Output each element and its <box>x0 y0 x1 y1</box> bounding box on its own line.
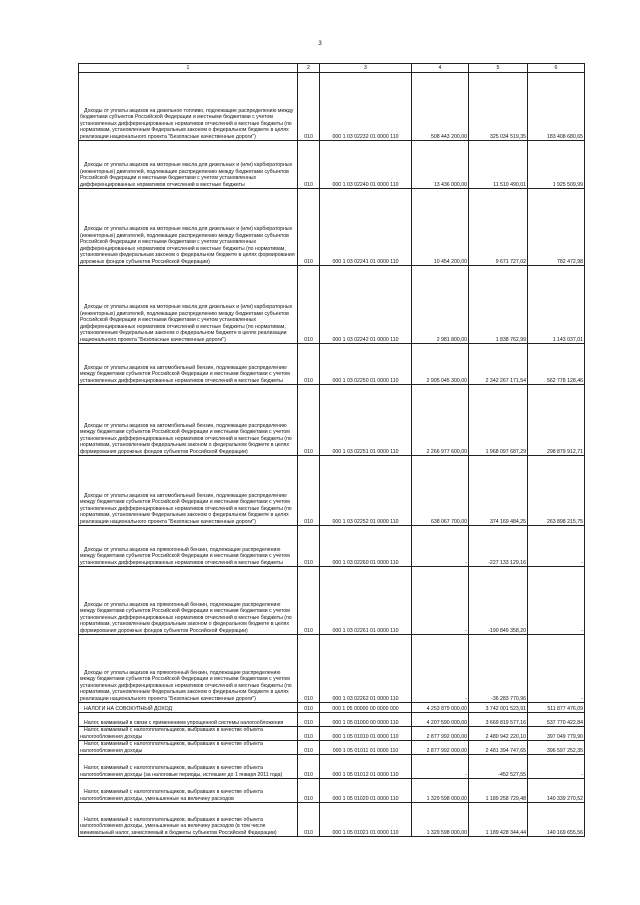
row-fact-value: 2 480 942 220,10 <box>469 727 528 741</box>
row-kbk: 000 1 03 02240 01 0000 110 <box>320 141 412 189</box>
row-plan-value: - <box>412 755 469 779</box>
row-kbk: 000 1 05 01020 01 0000 110 <box>320 779 412 803</box>
table-row <box>79 567 585 635</box>
row-code: 010 <box>298 73 320 141</box>
row-code: 010 <box>298 779 320 803</box>
row-rest-value: - <box>528 567 585 635</box>
row-name: НАЛОГИ НА СОВОКУПНЫЙ ДОХОД <box>79 703 298 713</box>
row-kbk: 000 1 05 01000 00 0000 110 <box>320 713 412 727</box>
row-rest-value: - <box>528 635 585 703</box>
row-plan-value: 508 443 200,00 <box>412 73 469 141</box>
row-fact-value: 3 669 819 577,16 <box>469 713 528 727</box>
row-kbk: 000 1 03 02242 01 0000 110 <box>320 266 412 344</box>
column-number: 2 <box>298 64 320 73</box>
row-rest-value: 1 143 037,01 <box>528 266 585 344</box>
row-rest-value: 562 778 128,46 <box>528 344 585 385</box>
row-kbk: 000 1 03 02241 01 0000 110 <box>320 189 412 266</box>
row-fact-value: 1 189 258 729,48 <box>469 779 528 803</box>
row-plan-value: 1 329 598 000,00 <box>412 779 469 803</box>
table-row <box>79 741 585 755</box>
row-rest-value: 183 408 680,65 <box>528 73 585 141</box>
row-code: 010 <box>298 567 320 635</box>
row-plan-value: 4 253 879 000,00 <box>412 703 469 713</box>
row-plan-value: - <box>412 526 469 567</box>
row-code: 010 <box>298 266 320 344</box>
row-rest-value: 782 472,98 <box>528 189 585 266</box>
row-fact-value: 1 968 097 687,29 <box>469 385 528 456</box>
row-code: 010 <box>298 703 320 713</box>
row-plan-value: 2 981 800,00 <box>412 266 469 344</box>
row-rest-value: 396 597 252,35 <box>528 741 585 755</box>
row-code: 010 <box>298 141 320 189</box>
row-name: Налог, взимаемый в связи с применением упрощенной системы налогообложения <box>79 713 298 727</box>
row-name: Доходы от уплаты акцизов на моторные масла для дизельных и (или) карбюраторных (инжекторных) двигателей, подлежащие распределению между бюджетами субъектов Российской Федерации и местными бюджетами с учетом установленных дифференцированных нормативов отчислений в местные бюджеты <box>79 141 298 189</box>
row-plan-value: 2 266 977 600,00 <box>412 385 469 456</box>
table-row <box>79 456 585 526</box>
row-name: Доходы от уплаты акцизов на автомобильный бензин, подлежащие распределению между бюджетами субъектов Российской Федерации и местными бюджетами с учетом установленных дифференцированных нормативов отчислений в местные бюджеты (по нормативам, установленным Федеральным законом о федеральном бюджете в целях реализации национального проекта "Безопасные качественные дороги") <box>79 456 298 526</box>
row-fact-value: 11 510 490,01 <box>469 141 528 189</box>
row-code: 010 <box>298 741 320 755</box>
table-row <box>79 266 585 344</box>
row-code: 010 <box>298 713 320 727</box>
row-rest-value: 1 925 509,99 <box>528 141 585 189</box>
column-number: 6 <box>528 64 585 73</box>
column-number-row <box>79 64 585 73</box>
row-plan-value: 2 877 992 000,00 <box>412 741 469 755</box>
row-plan-value: 10 454 200,00 <box>412 189 469 266</box>
table-row <box>79 189 585 266</box>
row-code: 010 <box>298 635 320 703</box>
row-code: 010 <box>298 803 320 837</box>
row-kbk: 000 1 03 02262 01 0000 110 <box>320 635 412 703</box>
table-row <box>79 727 585 741</box>
row-fact-value: 325 034 519,35 <box>469 73 528 141</box>
row-plan-value: 13 436 000,00 <box>412 141 469 189</box>
row-code: 010 <box>298 526 320 567</box>
row-kbk: 000 1 05 00000 00 0000 000 <box>320 703 412 713</box>
row-plan-value: - <box>412 567 469 635</box>
row-name: Налог, взимаемый с налогоплательщиков, выбравших в качестве объекта налогообложения доходы, уменьшенные на величину расходов (в том числе минимальный налог, зачисляемый в бюджеты субъектов Российской Федерации) <box>79 803 298 837</box>
row-code: 010 <box>298 385 320 456</box>
row-name: Доходы от уплаты акцизов на моторные масла для дизельных и (или) карбюраторных (инжекторных) двигателей, подлежащие распределению между бюджетами субъектов Российской Федерации и местными бюджетами с учетом установленных дифференцированных нормативов отчислений в местные бюджеты (по нормативам, установленным Федеральным законом о федеральном бюджете в целях реализации национального проекта "Безопасные качественные дороги") <box>79 266 298 344</box>
row-name: Доходы от уплаты акцизов на прямогонный бензин, подлежащие распределению между бюджетами субъектов Российской Федерации и местными бюджетами с учетом установленных дифференцированных нормативов отчислений в местные бюджеты <box>79 526 298 567</box>
row-name: Налог, взимаемый с налогоплательщиков, выбравших в качестве объекта налогообложения доходы <box>79 741 298 755</box>
row-fact-value: -227 133 129,16 <box>469 526 528 567</box>
page-number: 3 <box>318 41 322 47</box>
row-rest-value: - <box>528 755 585 779</box>
column-number: 1 <box>79 64 298 73</box>
row-rest-value: 140 339 270,52 <box>528 779 585 803</box>
table-row <box>79 755 585 779</box>
row-fact-value: 374 169 484,25 <box>469 456 528 526</box>
row-rest-value: 298 879 912,71 <box>528 385 585 456</box>
revenue-table <box>78 63 585 837</box>
row-code: 010 <box>298 755 320 779</box>
table-row <box>79 703 585 713</box>
row-plan-value: 2 905 045 300,00 <box>412 344 469 385</box>
row-fact-value: 2 481 394 747,65 <box>469 741 528 755</box>
row-kbk: 000 1 03 02261 01 0000 110 <box>320 567 412 635</box>
column-number: 3 <box>320 64 412 73</box>
column-number: 5 <box>469 64 528 73</box>
row-fact-value: 9 671 727,02 <box>469 189 528 266</box>
row-name: Доходы от уплаты акцизов на прямогонный бензин, подлежащие распределению между бюджетами субъектов Российской Федерации и местными бюджетами с учетом установленных дифференцированных нормативов отчислений в местные бюджеты (по нормативам, установленным Федеральным законом о федеральном бюджете в целях реализации национального проекта "Безопасные качественные дороги") <box>79 635 298 703</box>
row-code: 010 <box>298 344 320 385</box>
row-name: Налог, взимаемый с налогоплательщиков, выбравших в качестве объекта налогообложения доходы <box>79 727 298 741</box>
table-row <box>79 73 585 141</box>
row-rest-value: 537 770 422,84 <box>528 713 585 727</box>
row-kbk: 000 1 03 02232 01 0000 110 <box>320 73 412 141</box>
table-row <box>79 803 585 837</box>
table-row <box>79 344 585 385</box>
row-code: 010 <box>298 456 320 526</box>
row-name: Налог, взимаемый с налогоплательщиков, выбравших в качестве объекта налогообложения доходы, уменьшенные на величину расходов <box>79 779 298 803</box>
row-kbk: 000 1 05 01012 01 0000 110 <box>320 755 412 779</box>
row-kbk: 000 1 03 02252 01 0000 110 <box>320 456 412 526</box>
row-plan-value: 4 207 590 000,00 <box>412 713 469 727</box>
row-name: Доходы от уплаты акцизов на автомобильный бензин, подлежащие распределению между бюджетами субъектов Российской Федерации и местными бюджетами с учетом установленных дифференцированных нормативов отчислений в местные бюджеты (по нормативам, установленным федеральным законом о федеральном бюджете в целях формирования дорожных фондов субъектов Российской Федерации) <box>79 385 298 456</box>
row-name: Налог, взимаемый с налогоплательщиков, выбравших в качестве объекта налогообложения доходы (за налоговые периоды, истекшие до 1 января 2011 года) <box>79 755 298 779</box>
row-fact-value: 3 742 001 523,91 <box>469 703 528 713</box>
row-fact-value: 1 189 428 344,44 <box>469 803 528 837</box>
table-row <box>79 526 585 567</box>
row-kbk: 000 1 05 01010 01 0000 110 <box>320 727 412 741</box>
row-plan-value: 638 067 700,00 <box>412 456 469 526</box>
row-kbk: 000 1 03 02251 01 0000 110 <box>320 385 412 456</box>
row-code: 010 <box>298 727 320 741</box>
table-row <box>79 141 585 189</box>
table-row <box>79 713 585 727</box>
row-fact-value: -190 849 358,20 <box>469 567 528 635</box>
row-kbk: 000 1 05 01021 01 0000 110 <box>320 803 412 837</box>
row-rest-value: 397 049 779,90 <box>528 727 585 741</box>
row-kbk: 000 1 03 02260 01 0000 110 <box>320 526 412 567</box>
row-rest-value: 140 169 655,56 <box>528 803 585 837</box>
row-kbk: 000 1 05 01011 01 0000 110 <box>320 741 412 755</box>
table-row <box>79 385 585 456</box>
row-fact-value: 2 342 267 171,54 <box>469 344 528 385</box>
row-fact-value: 1 838 762,99 <box>469 266 528 344</box>
table-row <box>79 635 585 703</box>
row-plan-value: 2 877 992 000,00 <box>412 727 469 741</box>
row-rest-value: 511 877 476,09 <box>528 703 585 713</box>
row-name: Доходы от уплаты акцизов на моторные масла для дизельных и (или) карбюраторных (инжекторных) двигателей, подлежащие распределению между бюджетами субъектов Российской Федерации и местными бюджетами с учетом установленных дифференцированных нормативов отчислений в местные бюджеты (по нормативам, установленным федеральным законом о федеральном бюджете в целях формирования дорожных фондов субъектов Российской Федерации) <box>79 189 298 266</box>
row-name: Доходы от уплаты акцизов на прямогонный бензин, подлежащие распределению между бюджетами субъектов Российской Федерации и местными бюджетами с учетом установленных дифференцированных нормативов отчислений в местные бюджеты (по нормативам, установленным федеральным законом о федеральном бюджете в целях формирования дорожных фондов субъектов Российской Федерации) <box>79 567 298 635</box>
row-rest-value: 263 898 215,75 <box>528 456 585 526</box>
row-fact-value: -36 283 770,96 <box>469 635 528 703</box>
row-plan-value: 1 329 598 000,00 <box>412 803 469 837</box>
row-code: 010 <box>298 189 320 266</box>
row-fact-value: -452 527,55 <box>469 755 528 779</box>
table-row <box>79 779 585 803</box>
row-rest-value: - <box>528 526 585 567</box>
row-kbk: 000 1 03 02250 01 0000 110 <box>320 344 412 385</box>
row-name: Доходы от уплаты акцизов на автомобильный бензин, подлежащие распределению между бюджетами субъектов Российской Федерации и местными бюджетами с учетом установленных дифференцированных нормативов отчислений в местные бюджеты <box>79 344 298 385</box>
row-name: Доходы от уплаты акцизов на дизельное топливо, подлежащие распределению между бюджетами субъектов Российской Федерации и местными бюджетами с учетом установленных дифференцированных нормативов отчислений в местные бюджеты (по нормативам, установленным Федеральным законом о федеральном бюджете в целях реализации национального проекта "Безопасные качественные дороги") <box>79 73 298 141</box>
column-number: 4 <box>412 64 469 73</box>
row-plan-value: - <box>412 635 469 703</box>
